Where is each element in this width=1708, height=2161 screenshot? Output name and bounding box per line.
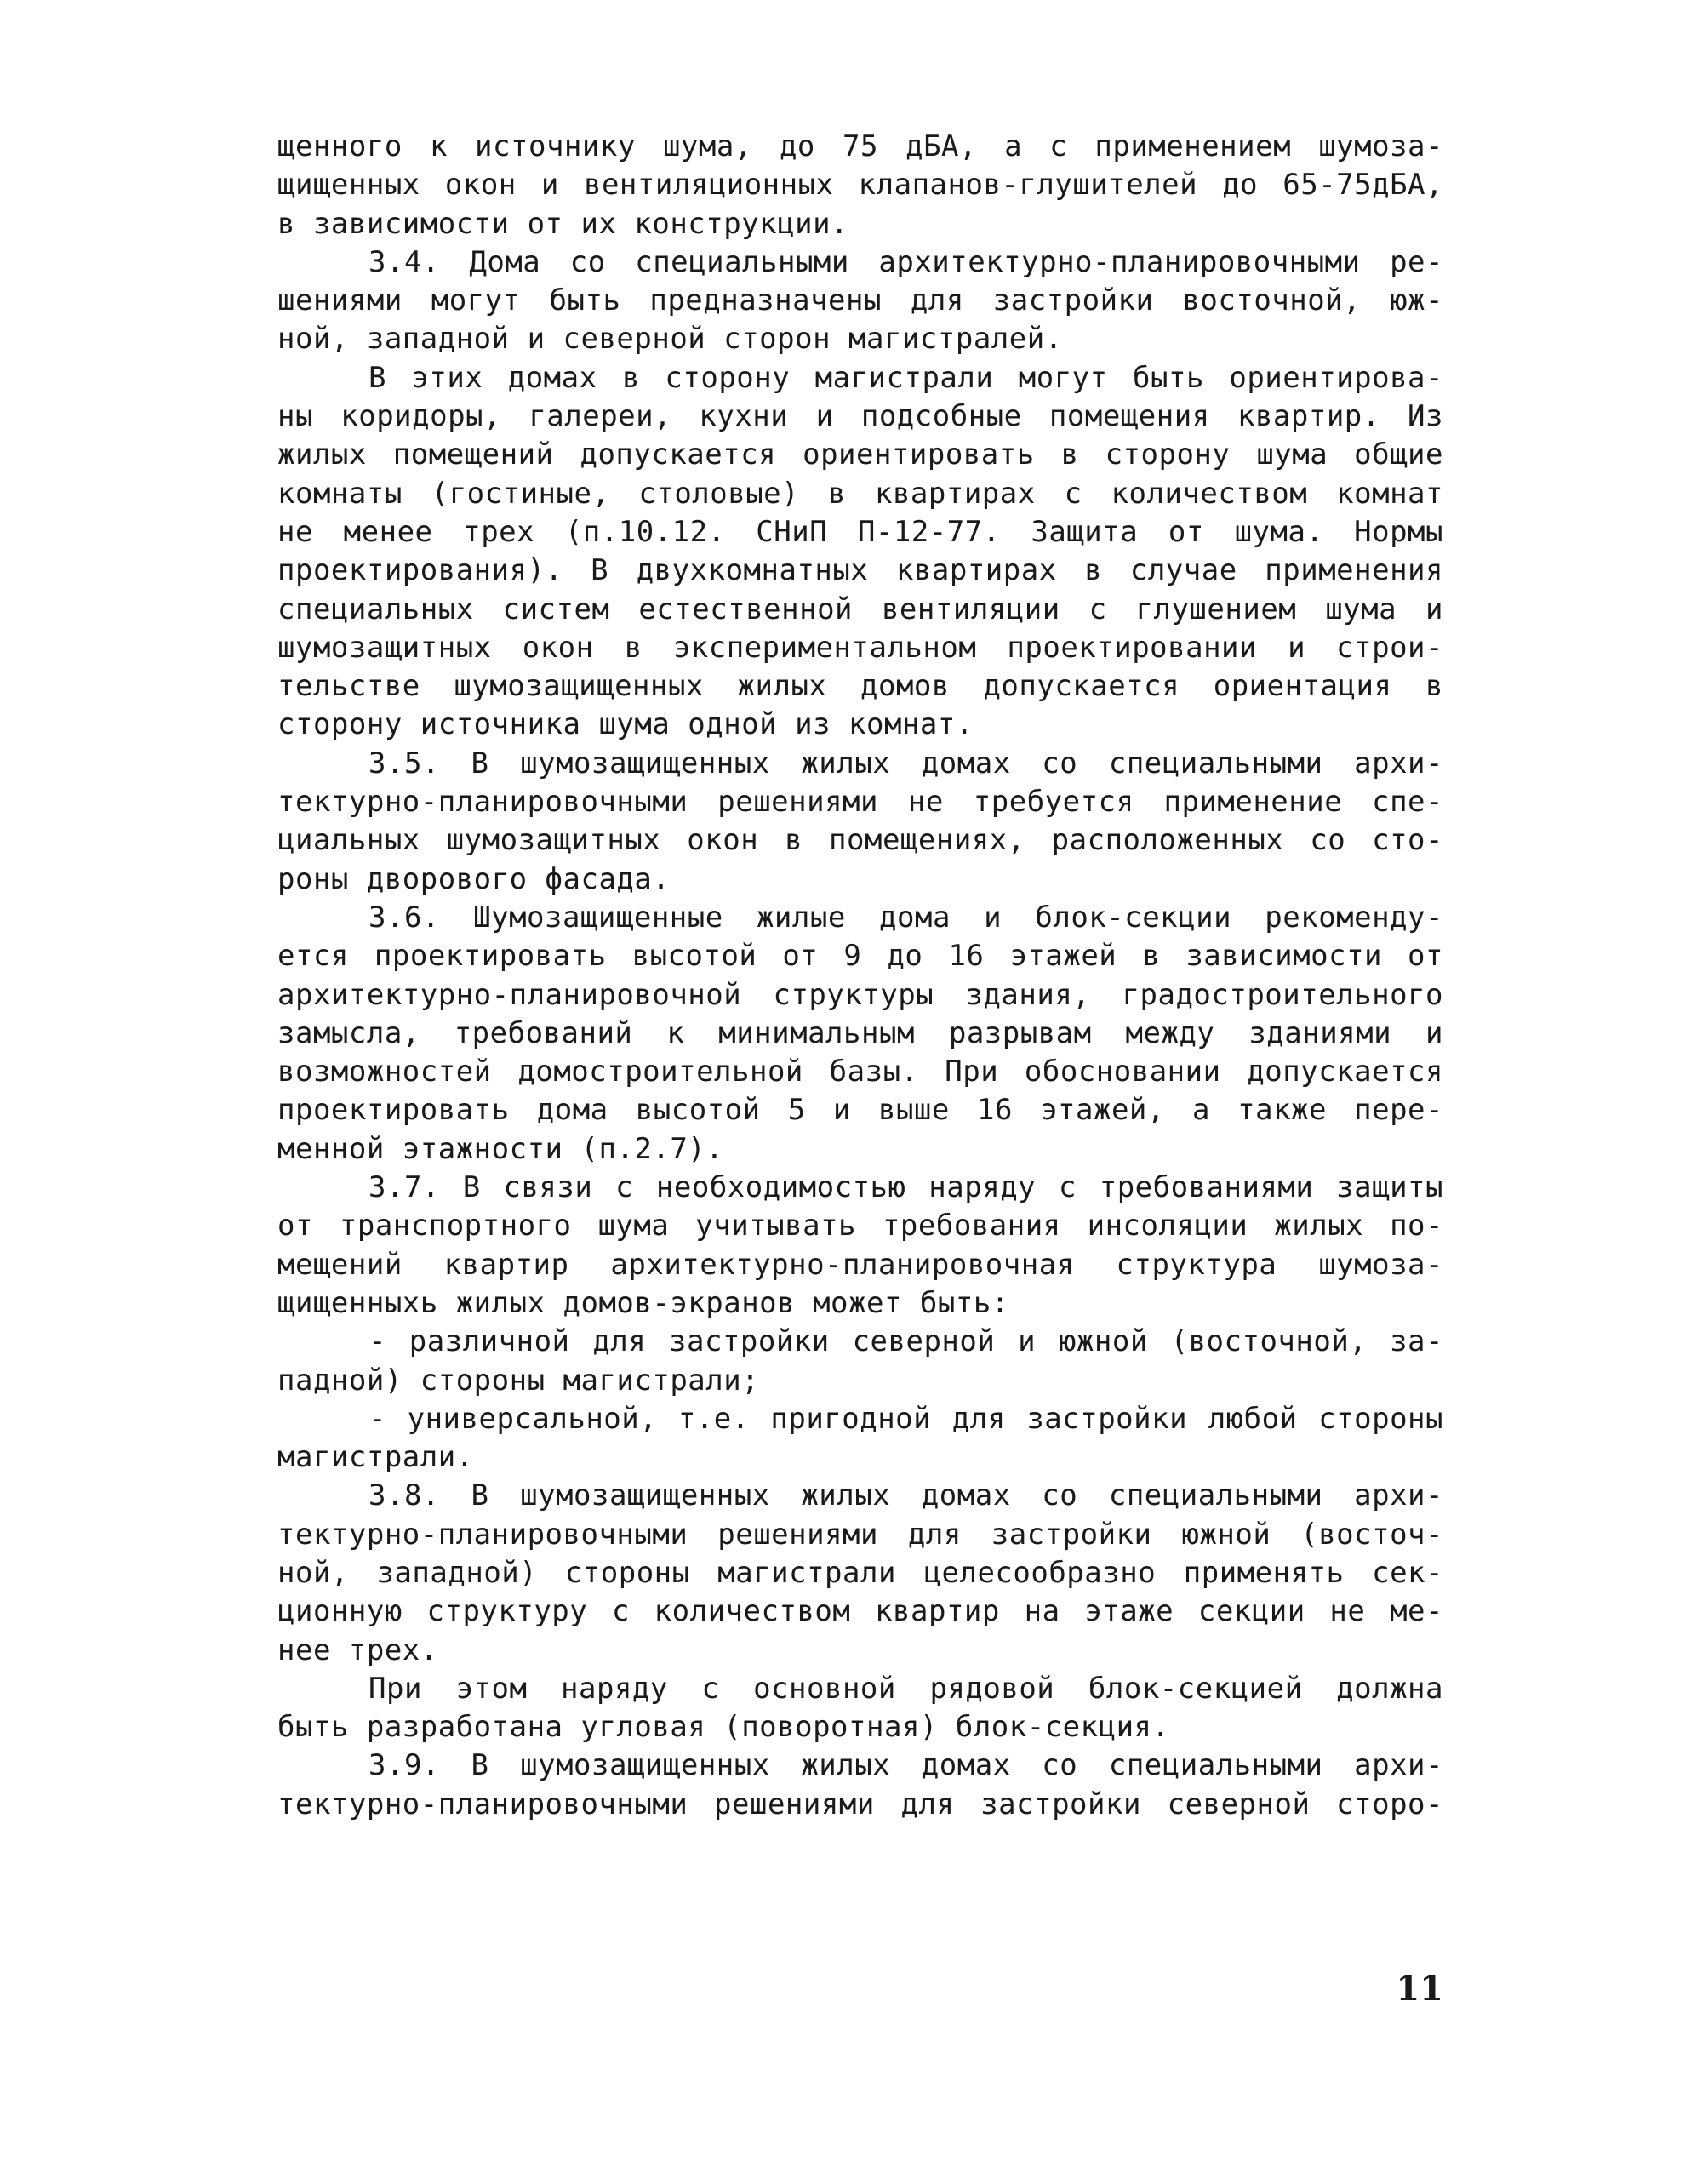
text-line: быть разработана угловая (поворотная) блок-секция. [277, 1710, 1170, 1745]
text-line: 3.9. В шумозащищенных жилых домах со специальными архи- [368, 1748, 1443, 1783]
text-line: нее трех. [277, 1632, 438, 1667]
text-line: сторону источника шума одной из комнат. [277, 707, 974, 742]
text-line: падной) стороны магистрали; [277, 1363, 760, 1398]
text-line: шумозащитных окон в экспериментальном проектировании и строи- [277, 630, 1443, 665]
text-line: специальных систем естественной вентиляции с глушением шума и [277, 592, 1443, 626]
text-line: проектировать дома высотой 5 и выше 16 этажей, а также пере- [277, 1093, 1443, 1128]
text-line: в зависимости от их конструкции. [277, 206, 849, 241]
text-line: циальных шумозащитных окон в помещениях, расположенных со сто- [277, 823, 1443, 858]
text-line: ется проектировать высотой от 9 до 16 этажей в зависимости от [277, 939, 1443, 974]
text-line: ной, западной) стороны магистрали целесообразно применять сек- [277, 1555, 1443, 1590]
text-line: замысла, требований к минимальным разрывам между зданиями и [277, 1015, 1443, 1050]
text-line: 3.4. Дома со специальными архитектурно-планировочными ре- [368, 244, 1443, 279]
text-line: 3.8. В шумозащищенных жилых домах со специальными архи- [368, 1478, 1443, 1513]
text-line: При этом наряду с основной рядовой блок-секцией должна [368, 1671, 1443, 1706]
text-line: тектурно-планировочными решениями для застройки южной (восточ- [277, 1517, 1443, 1552]
page-number: 11 [1396, 1969, 1443, 2009]
text-line: архитектурно-планировочной структуры здания, градостроительного [277, 977, 1443, 1012]
text-line: щищенныхь жилых домов-экранов может быть: [277, 1285, 1009, 1320]
text-line: роны дворового фасада. [277, 861, 671, 896]
text-line: - универсальной, т.е. пригодной для застройки любой стороны [368, 1401, 1443, 1436]
text-line: жилых помещений допускается ориентировать в сторону шума общие [277, 437, 1443, 472]
text-line: магистрали. [277, 1440, 474, 1475]
body-text [277, 128, 1443, 1824]
text-line: В этих домах в сторону магистрали могут быть ориентирова- [368, 360, 1443, 395]
text-line: от транспортного шума учитывать требования инсоляции жилых по- [277, 1209, 1443, 1243]
text-line: возможностей домостроительной базы. При обосновании допускается [277, 1055, 1443, 1089]
text-line: ны коридоры, галереи, кухни и подсобные помещения квартир. Из [277, 399, 1443, 434]
text-line: шениями могут быть предназначены для застройки восточной, юж- [277, 283, 1443, 318]
text-line: комнаты (гостиные, столовые) в квартирах с количеством комнат [277, 476, 1443, 511]
text-line: щенного к источнику шума, до 75 дБА, а с применением шумоза- [277, 129, 1443, 163]
text-line: 3.6. Шумозащищенные жилые дома и блок-секции рекоменду- [368, 900, 1443, 935]
text-line: ционную структуру с количеством квартир на этаже секции не ме- [277, 1594, 1443, 1629]
text-line: мещений квартир архитектурно-планировочная структура шумоза- [277, 1247, 1443, 1282]
text-line: 3.7. В связи с необходимостью наряду с требованиями защиты [368, 1170, 1443, 1205]
text-line: тельстве шумозащищенных жилых домов допускается ориентация в [277, 669, 1443, 704]
text-line: тектурно-планировочными решениями не требуется применение спе- [277, 785, 1443, 820]
text-line: не менее трех (п.10.12. СНиП П-12-77. Защита от шума. Нормы [277, 514, 1443, 549]
text-line: щищенных окон и вентиляционных клапанов-глушителей до 65-75дБА, [277, 168, 1443, 203]
text-line: менной этажности (п.2.7). [277, 1131, 724, 1166]
text-line: проектирования). В двухкомнатных квартирах в случае применения [277, 553, 1443, 588]
text-line: - различной для застройки северной и южной (восточной, за- [368, 1324, 1443, 1359]
text-line: тектурно-планировочными решениями для застройки северной сторо- [277, 1787, 1443, 1821]
text-line: 3.5. В шумозащищенных жилых домах со специальными архи- [368, 746, 1443, 780]
text-line: ной, западной и северной сторон магистралей. [277, 322, 1063, 357]
